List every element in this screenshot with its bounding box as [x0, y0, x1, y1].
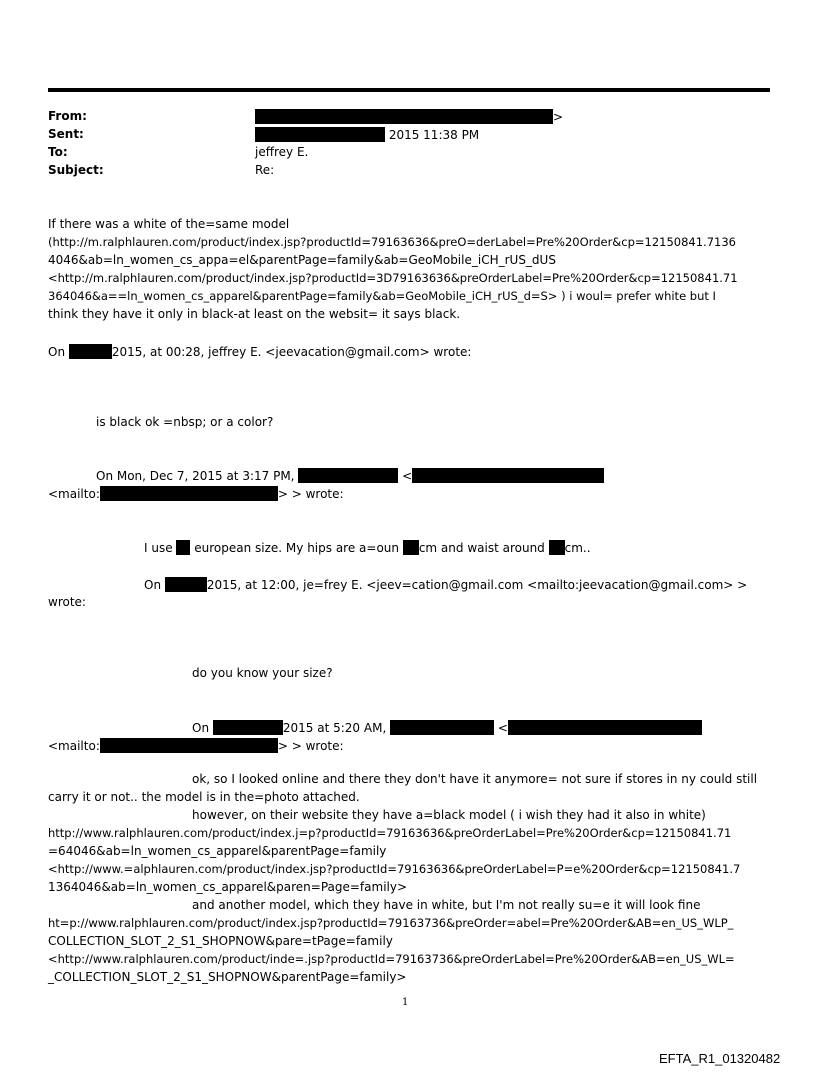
quote-header-4-mailto: <mailto: > > wrote: — [48, 739, 344, 753]
redaction-block — [390, 720, 494, 735]
text-line: ht=p://www.ralphlauren.com/product/index.jsp?productId=79163736&preOrder=abel=Pre%20Order&AB=en_US_WLP_ — [48, 916, 734, 930]
quote-header-4: On 2015 at 5:20 AM, < — [192, 720, 702, 736]
quote-header-3-wrote: wrote: — [48, 595, 86, 609]
to-value: jeffrey E. — [255, 145, 309, 159]
sent-value: 2015 11:38 PM — [255, 127, 479, 142]
text-line: ok, so I looked online and there they don't have it anymore= not sure if stores in ny could still — [192, 772, 758, 786]
from-label: From: — [48, 109, 87, 123]
redaction-block — [403, 540, 419, 555]
quote-header-2-mailto: <mailto: > > wrote: — [48, 487, 344, 501]
sent-label: Sent: — [48, 127, 84, 141]
document-id: EFTA_R1_01320482 — [659, 1051, 781, 1066]
page-number: 1 — [402, 997, 409, 1008]
text-line: <http://m.ralphlauren.com/product/index.jsp?productId=3D79163636&preOrderLabel=Pre%20Order&cp=12150841.71 — [48, 271, 738, 285]
header-rule — [48, 88, 770, 92]
text-line: _COLLECTION_SLOT_2_S1_SHOPNOW&parentPage=family> — [48, 970, 407, 984]
text-line: 364046&a==ln_women_cs_apparel&parentPage=family&ab=GeoMobile_iCH_rUS_d=S> ) i woul= prefer white but I — [48, 289, 716, 303]
redaction-block — [549, 540, 565, 555]
text-line: however, on their website they have a=black model ( i wish they had it also in white) — [192, 808, 706, 822]
quoted-message-3: do you know your size? — [192, 666, 333, 680]
text-line: think they have it only in black-at least on the websit= it says black. — [48, 307, 461, 321]
subject-label: Subject: — [48, 163, 104, 177]
text-line: 4046&ab=ln_women_cs_appa=el&parentPage=family&ab=GeoMobile_iCH_rUS_dUS — [48, 253, 556, 267]
text-line: and another model, which they have in white, but I'm not really su=e it will look fine — [192, 898, 701, 912]
from-value: > — [255, 109, 563, 124]
redaction-block — [213, 720, 283, 735]
quoted-message-1: is black ok =nbsp; or a color? — [96, 415, 274, 429]
text-line: carry it or not.. the model is in the=photo attached. — [48, 790, 360, 804]
text-line: =64046&ab=ln_women_cs_apparel&parentPage=family — [48, 844, 387, 858]
text-line: <http://www.=alphlauren.com/product/index.jsp?productId=79163636&preOrderLabel=P=e%20Order&cp=12150841.7 — [48, 862, 741, 876]
quote-header-3: On 2015, at 12:00, je=frey E. <jeev=cation@gmail.com <mailto:jeevacation@gmail.com> > — [144, 578, 748, 592]
redaction-block — [412, 468, 604, 483]
quoted-message-2: I use european size. My hips are a=oun cm and waist around cm.. — [144, 541, 591, 555]
redaction-block — [100, 738, 278, 753]
to-label: To: — [48, 145, 68, 159]
text-line: If there was a white of the=same model — [48, 217, 290, 231]
redaction-block — [298, 468, 398, 483]
quote-header-2: On Mon, Dec 7, 2015 at 3:17 PM, < — [96, 468, 604, 484]
text-line: http://www.ralphlauren.com/product/index.j=p?productId=79163636&preOrderLabel=Pre%20Order&cp=12150841.71 — [48, 826, 732, 840]
redaction-block — [165, 577, 207, 592]
text-line: COLLECTION_SLOT_2_S1_SHOPNOW&pare=tPage=family — [48, 934, 393, 948]
redaction-block — [69, 344, 112, 359]
redaction-block — [255, 109, 553, 124]
redaction-block — [100, 486, 278, 501]
redaction-block — [508, 720, 702, 735]
text-line: <http://www.ralphlauren.com/product/inde=.jsp?productId=79163736&preOrderLabel=Pre%20Order&AB=en_US_WL= — [48, 952, 735, 966]
redaction-block — [255, 127, 385, 142]
quote-header-1: On 2015, at 00:28, jeffrey E. <jeevacation@gmail.com> wrote: — [48, 345, 472, 359]
text-line: 1364046&ab=ln_women_cs_apparel&paren=Page=family> — [48, 880, 408, 894]
redaction-block — [176, 540, 190, 555]
text-line: (http://m.ralphlauren.com/product/index.jsp?productId=79163636&preO=derLabel=Pre%20Order&cp=12150841.7136 — [48, 235, 736, 249]
subject-value: Re: — [255, 163, 275, 177]
